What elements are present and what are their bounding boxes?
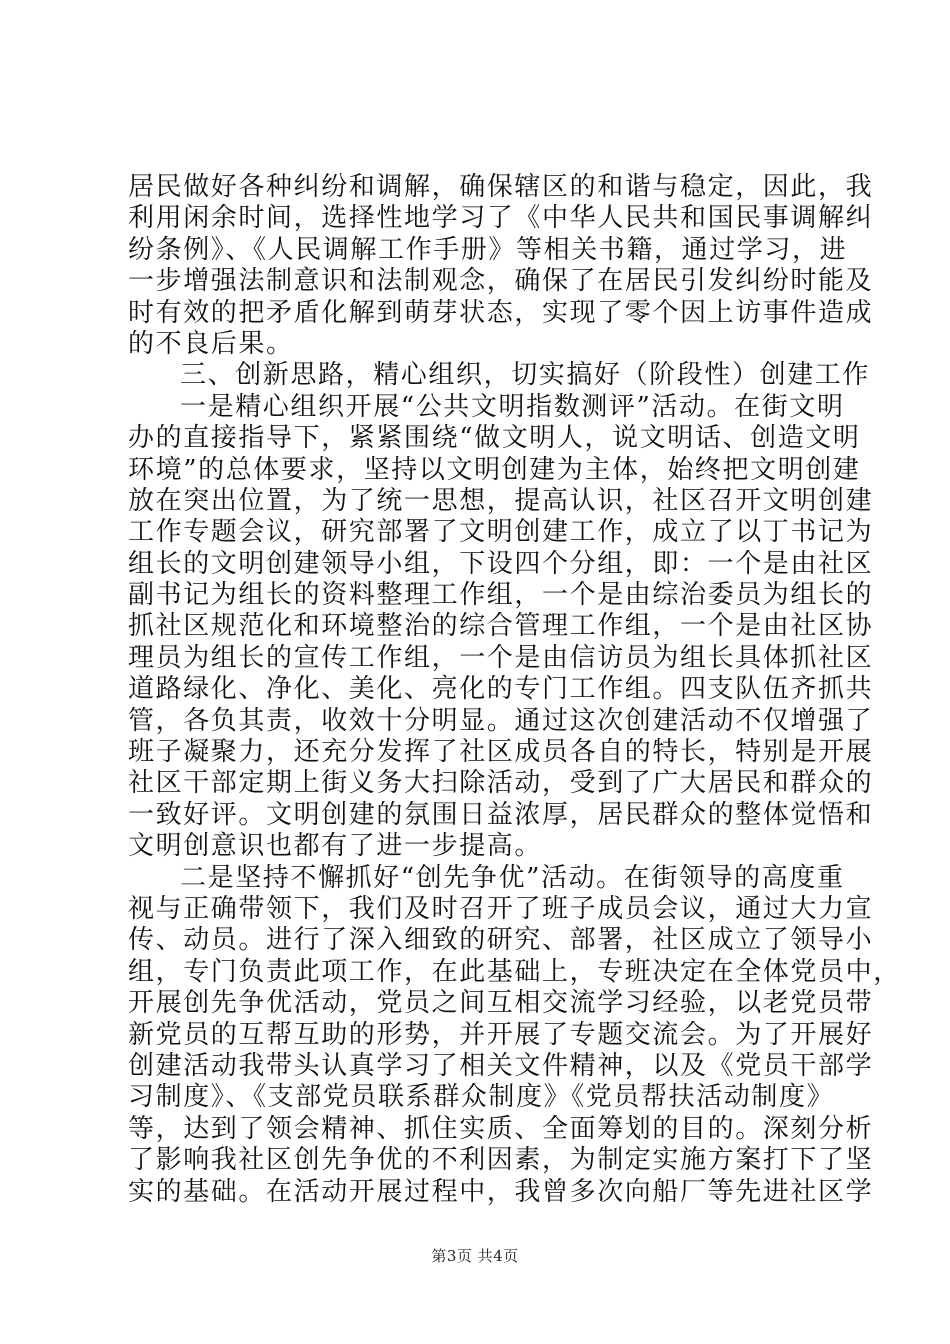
- text-line: 传、动员。进行了深入细致的研究、部署，社区成立了领导小: [128, 925, 874, 956]
- text-line: 副书记为组长的资料整理工作组，一个是由综治委员为组长的: [128, 580, 874, 611]
- text-line: 实的基础。在活动开展过程中，我曾多次向船厂等先进社区学: [128, 1176, 874, 1207]
- text-line: 等，达到了领会精神、抓住实质、全面筹划的目的。深刻分析: [128, 1113, 874, 1144]
- text-line: 创建活动我带头认真学习了相关文件精神，以及《党员干部学: [128, 1050, 874, 1081]
- text-line: 班子凝聚力，还充分发挥了社区成员各自的特长，特别是开展: [128, 737, 874, 768]
- text-line: 组，专门负责此项工作，在此基础上，专班决定在全体党员中，: [128, 956, 901, 987]
- text-line: 抓社区规范化和环境整治的综合管理工作组，一个是由社区协: [128, 611, 874, 642]
- text-line: 办的直接指导下，紧紧围绕“做文明人，说文明话、创造文明: [128, 423, 861, 454]
- paragraph-start-line: 一是精心组织开展“公共文明指数测评”活动。在街文明: [180, 391, 845, 422]
- text-line: 文明创意识也都有了进一步提高。: [128, 831, 543, 862]
- text-line: 利用闲余时间，选择性地学习了《中华人民共和国民事调解纠: [128, 203, 874, 234]
- text-line: 管，各负其责，收效十分明显。通过这次创建活动不仅增强了: [128, 705, 874, 736]
- text-line: 习制度》、《支部党员联系群众制度》《党员帮扶活动制度》: [128, 1082, 835, 1113]
- paragraph-start-line: 二是坚持不懈抓好“创先争优”活动。在街领导的高度重: [180, 862, 845, 893]
- text-line: 纷条例》、《人民调解工作手册》等相关书籍，通过学习，进: [128, 234, 848, 265]
- text-line: 一步增强法制意识和法制观念，确保了在居民引发纠纷时能及: [128, 266, 874, 297]
- text-line: 时有效的把矛盾化解到萌芽状态，实现了零个因上访事件造成: [128, 297, 874, 328]
- text-line: 新党员的互帮互助的形势，并开展了专题交流会。为了开展好: [128, 1019, 874, 1050]
- text-line: 工作专题会议，研究部署了文明创建工作，成立了以丁书记为: [128, 517, 874, 548]
- text-line: 理员为组长的宣传工作组，一个是由信访员为组长具体抓社区: [128, 642, 874, 673]
- text-line: 放在突出位置，为了统一思想，提高认识，社区召开文明创建: [128, 485, 874, 516]
- text-line: 组长的文明创建领导小组，下设四个分组，即：一个是由社区: [128, 548, 874, 579]
- section-heading: 三、创新思路，精心组织，切实搞好（阶段性）创建工作: [180, 360, 871, 391]
- page-footer: [0, 1245, 950, 1266]
- text-line: 道路绿化、净化、美化、亮化的专门工作组。四支队伍齐抓共: [128, 674, 874, 705]
- text-line: 了影响我社区创先争优的不利因素，为制定实施方案打下了坚: [128, 1145, 874, 1176]
- page-number: 第3页 共4页: [431, 1247, 519, 1265]
- text-line: 社区干部定期上街义务大扫除活动，受到了广大居民和群众的: [128, 768, 874, 799]
- text-line: 开展创先争优活动，党员之间互相交流学习经验，以老党员带: [128, 988, 874, 1019]
- text-line: 居民做好各种纠纷和调解，确保辖区的和谐与稳定，因此，我: [128, 172, 874, 202]
- text-line: 一致好评。文明创建的氛围日益浓厚，居民群众的整体觉悟和: [128, 799, 874, 830]
- text-line: 环境”的总体要求，坚持以文明创建为主体，始终把文明创建: [128, 454, 861, 485]
- text-line: 的不良后果。: [128, 328, 294, 359]
- text-line: 视与正确带领下，我们及时召开了班子成员会议，通过大力宣: [128, 893, 874, 924]
- document-body: [128, 172, 901, 1208]
